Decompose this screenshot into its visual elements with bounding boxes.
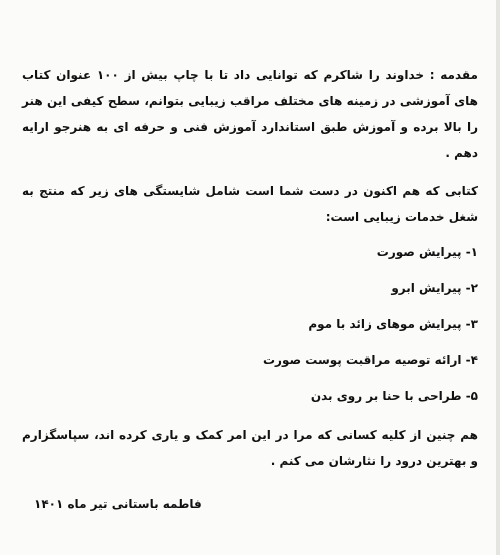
list-item: ۱- پیرایش صورت: [376, 245, 478, 259]
closing-paragraph: هم چنین از کلیه کسانی که مرا در این امر کمک و یاری کرده اند، سپاسگزارم و بهترین درود را نثارشان می کنم .: [22, 428, 478, 468]
list-item: ۴- ارائه توصیه مراقبت پوست صورت: [262, 353, 478, 367]
page-edge: [496, 0, 500, 555]
list-item: ۵- طراحی با حنا بر روی بدن: [310, 389, 478, 403]
author-signature: فاطمه باستانی تیر ماه ۱۴۰۱: [34, 497, 202, 511]
list-item: ۲- پیرایش ابرو: [391, 281, 478, 295]
intro-paragraph: مقدمه : خداوند را شاکرم که توانایی داد تا با چاپ بیش از ۱۰۰ عنوان کتاب های آموزشی در زمینه های مختلف مراقب زیبایی بتوانم، سطح کیفی این هنر را بالا برده و آموزش طبق استاندارد آموزش فنی و حرفه ای به هنرجو ارایه دهم .: [22, 68, 478, 160]
competency-list: [22, 242, 478, 406]
list-item: ۳- پیرایش موهای زائد با موم: [308, 317, 478, 331]
lead-paragraph: کتابی که هم اکنون در دست شما است شامل شایستگی های زیر که منتج به شغل خدمات زیبایی است:: [22, 184, 478, 224]
